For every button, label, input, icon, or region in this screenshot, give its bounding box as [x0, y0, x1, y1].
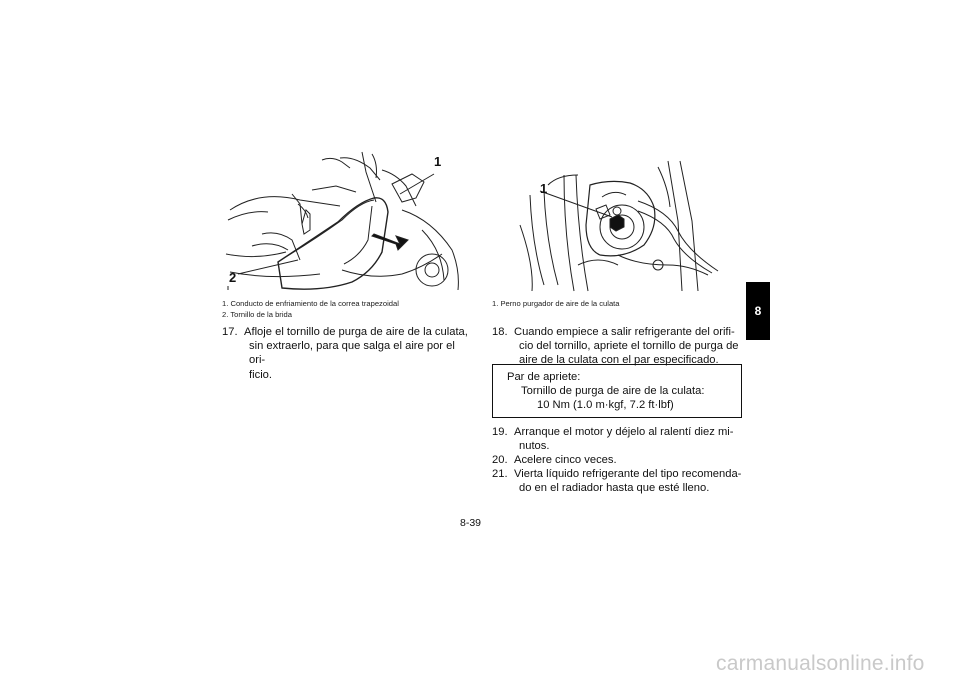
left-caption-list	[222, 299, 399, 320]
right-callout-1: 1	[540, 181, 548, 196]
caption-item: 1. Perno purgador de aire de la culata	[492, 299, 620, 308]
left-callout-2: 2	[229, 270, 237, 285]
watermark: carmanualsonline.info	[716, 652, 925, 675]
step-17: 17. Afloje el tornillo de purga de aire de la culata, sin extraerlo, para que salga el aire por el ori- ficio.	[222, 326, 468, 381]
spec-value: 10 Nm (1.0 m·kgf, 7.2 ft·lbf)	[537, 399, 674, 411]
step-20: 20. Acelere cinco veces.	[492, 454, 617, 466]
spec-title: Par de apriete:	[507, 371, 581, 383]
left-callout-1: 1	[434, 154, 442, 169]
step-19: 19. Arranque el motor y déjelo al ralentí diez mi- nutos.	[492, 426, 734, 453]
air-bleed-bolt-drawing	[518, 155, 722, 295]
torque-spec-box	[492, 364, 742, 418]
right-illustration	[518, 155, 722, 295]
caption-item: 2. Tornillo de la brida	[222, 309, 292, 319]
left-illustration	[222, 150, 466, 295]
cooling-duct-drawing	[222, 150, 466, 295]
right-caption-list	[492, 299, 620, 310]
page-number: 8-39	[460, 517, 482, 529]
step-18: 18. Cuando empiece a salir refrigerante del orifi- cio del tornillo, apriete el tornillo de purga de aire de la culata con el par especificado.	[492, 326, 739, 367]
chapter-tab: 8	[746, 282, 770, 340]
spec-item: Tornillo de purga de aire de la culata:	[521, 385, 705, 397]
caption-item: 1. Conducto de enfriamiento de la correa trapezoidal	[222, 299, 399, 308]
step-21: 21. Vierta líquido refrigerante del tipo recomenda- do en el radiador hasta que esté lleno.	[492, 468, 742, 495]
